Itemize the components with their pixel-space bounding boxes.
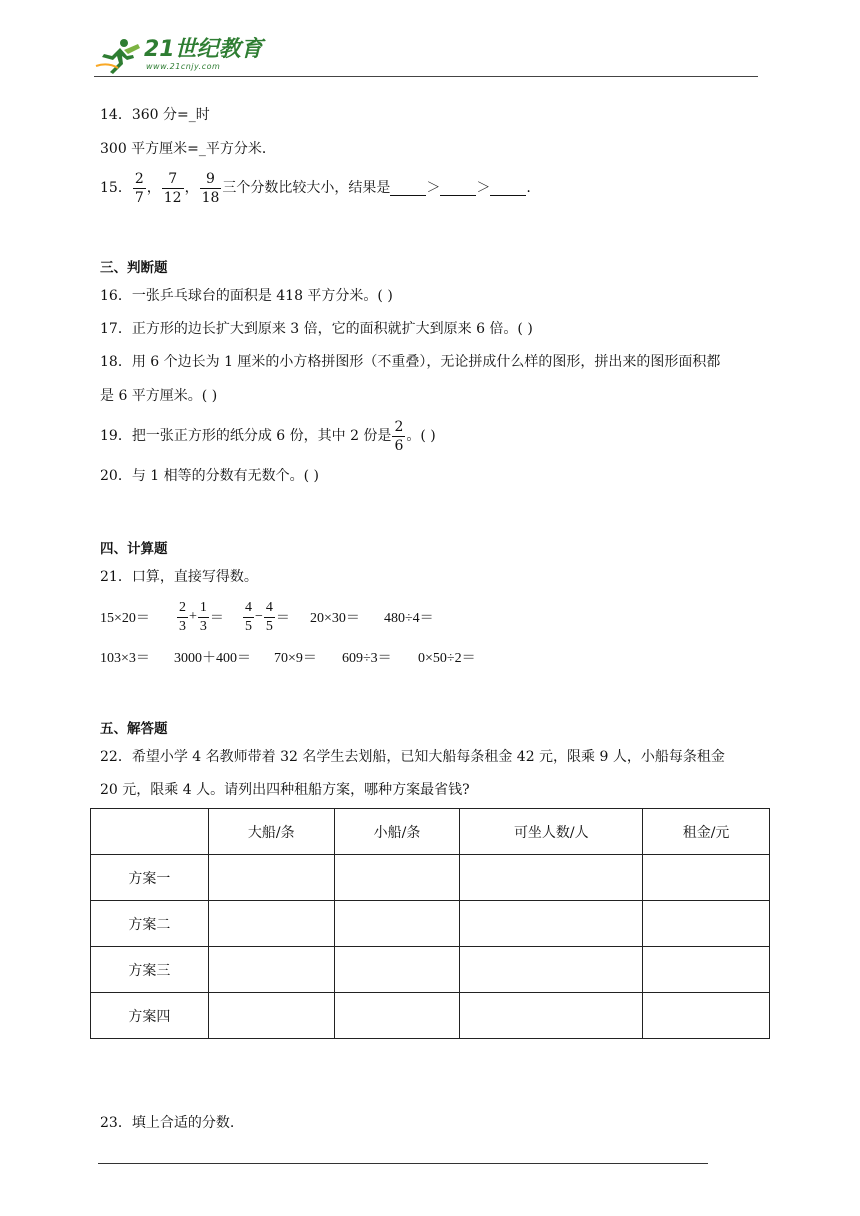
fraction-7-12: $\frac{7}{12}$ xyxy=(163,170,182,206)
question-22-line1: 22．希望小学 4 名教师带着 32 名学生去划船，已知大船每条租金 42 元，限乘 9 人，小船每条租金 xyxy=(100,749,725,765)
question-21: 21．口算，直接写得数。 xyxy=(100,569,258,585)
table-cell[interactable] xyxy=(460,855,643,901)
calc-1c: $\frac{4}{5}$ − $\frac{4}{5}$ ＝ xyxy=(245,599,290,634)
calc-2b: 3000＋400＝ xyxy=(174,651,251,666)
q15-gt-2: ＞ xyxy=(476,180,491,196)
table-header-row xyxy=(91,809,770,855)
table-cell[interactable] xyxy=(643,947,770,993)
calc-1e: 480÷4＝ xyxy=(384,611,434,626)
answer-blank-1[interactable] xyxy=(390,181,426,196)
fraction-2-6: $\frac{2}{6}$ xyxy=(394,418,404,454)
table-row xyxy=(91,855,770,901)
table-cell[interactable] xyxy=(643,901,770,947)
logo-text: 21世纪教育 xyxy=(144,37,263,62)
calc-1b: $\frac{2}{3}$ + $\frac{1}{3}$ ＝ xyxy=(179,599,224,634)
q15-prefix: 15． xyxy=(100,180,132,196)
logo-text-block xyxy=(144,38,264,72)
table-cell[interactable] xyxy=(334,947,460,993)
q15-text: 三个分数比较大小，结果是 xyxy=(222,180,391,196)
question-18-line2: 是 6 平方厘米。( ) xyxy=(100,388,218,404)
table-header: 大船/条 xyxy=(208,809,334,855)
question-14-line1: 14．360 分=_时 xyxy=(100,107,210,123)
calc-1d: 20×30＝ xyxy=(310,611,360,626)
table-header: 租金/元 xyxy=(643,809,770,855)
calc-row-1 xyxy=(100,597,500,637)
calc-row-2 xyxy=(100,637,520,677)
question-22-line2: 20 元，限乘 4 人。请列出四种租船方案，哪种方案最省钱? xyxy=(100,782,470,798)
question-15 xyxy=(100,168,531,208)
question-17: 17．正方形的边长扩大到原来 3 倍，它的面积就扩大到原来 6 倍。( ) xyxy=(100,321,533,337)
calc-2a: 103×3＝ xyxy=(100,651,150,666)
table-cell[interactable] xyxy=(334,993,460,1039)
table-cell[interactable] xyxy=(643,855,770,901)
section-title-judgement: 三、判断题 xyxy=(100,260,168,276)
section-title-calculation: 四、计算题 xyxy=(100,541,168,557)
table-header: 小船/条 xyxy=(334,809,460,855)
question-18-line1: 18．用 6 个边长为 1 厘米的小方格拼图形（不重叠），无论拼成什么样的图形，拼出来的图形面积都 xyxy=(100,354,721,370)
question-23: 23．填上合适的分数. xyxy=(100,1115,235,1131)
row-label: 方案二 xyxy=(91,901,209,947)
table-cell[interactable] xyxy=(334,901,460,947)
q19-suffix: 。( ) xyxy=(406,428,436,444)
logo-url: www.21cnjy.com xyxy=(146,62,221,71)
table-cell[interactable] xyxy=(208,901,334,947)
fraction-9-18: $\frac{9}{18}$ xyxy=(201,170,220,206)
table-cell[interactable] xyxy=(208,993,334,1039)
calc-2c: 70×9＝ xyxy=(274,651,317,666)
question-20: 20．与 1 相等的分数有无数个。( ) xyxy=(100,468,319,484)
question-19 xyxy=(100,416,436,456)
row-label: 方案一 xyxy=(91,855,209,901)
table-row xyxy=(91,901,770,947)
table-cell[interactable] xyxy=(643,993,770,1039)
header-rule xyxy=(94,76,758,77)
q15-end: . xyxy=(526,180,531,196)
calc-1a: 15×20＝ xyxy=(100,611,150,626)
calc-2e: 0×50÷2＝ xyxy=(418,651,476,666)
table-row xyxy=(91,993,770,1039)
q19-prefix: 19．把一张正方形的纸分成 6 份，其中 2 份是 xyxy=(100,428,392,444)
table-cell[interactable] xyxy=(460,901,643,947)
answer-blank-2[interactable] xyxy=(440,181,476,196)
page-header xyxy=(94,36,758,78)
row-label: 方案四 xyxy=(91,993,209,1039)
answer-blank-3[interactable] xyxy=(490,181,526,196)
boat-rental-table xyxy=(90,808,770,1039)
q15-sep2: ， xyxy=(184,180,199,196)
table-cell[interactable] xyxy=(208,855,334,901)
footer-rule xyxy=(98,1163,708,1164)
table-header: 可坐人数/人 xyxy=(460,809,643,855)
fraction-2-7: $\frac{2}{7}$ xyxy=(134,170,144,206)
q15-gt-1: ＞ xyxy=(426,180,441,196)
runner-logo-icon xyxy=(94,36,142,76)
calc-2d: 609÷3＝ xyxy=(342,651,392,666)
table-row xyxy=(91,947,770,993)
table-cell[interactable] xyxy=(460,947,643,993)
table-header xyxy=(91,809,209,855)
table-cell[interactable] xyxy=(334,855,460,901)
table-cell[interactable] xyxy=(460,993,643,1039)
q15-sep: ， xyxy=(146,180,161,196)
question-16: 16．一张乒乓球台的面积是 418 平方分米。( ) xyxy=(100,288,393,304)
section-title-solution: 五、解答题 xyxy=(100,721,168,737)
row-label: 方案三 xyxy=(91,947,209,993)
table-cell[interactable] xyxy=(208,947,334,993)
logo xyxy=(94,36,263,76)
question-14-line2: 300 平方厘米=_平方分米． xyxy=(100,141,276,157)
